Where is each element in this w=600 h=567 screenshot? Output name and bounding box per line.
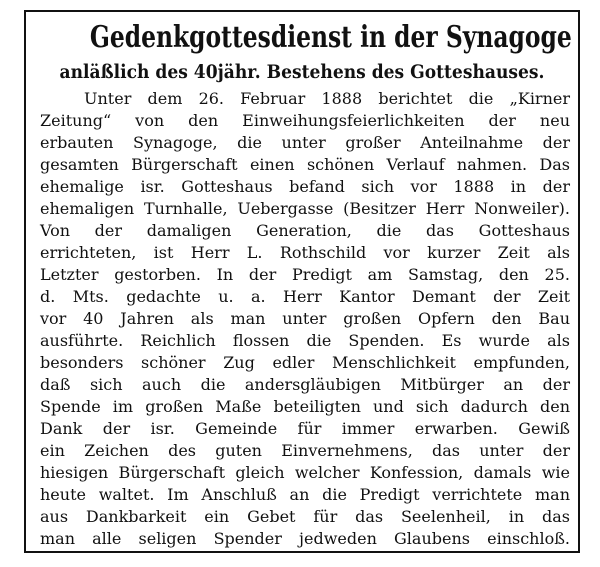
body-line: Zeitung“ von den Einweihungsfeierlichkeiten der neu: [40, 111, 570, 130]
body-line: gesamten Bürgerschaft einen schönen Verlauf nahmen. Das: [40, 155, 570, 174]
body-line: d. Mts. gedachte u. a. Herr Kantor Demant der Zeit: [40, 287, 570, 306]
body-line: Von der damaligen Generation, die das Gotteshaus: [40, 221, 570, 240]
body-line: Dank der isr. Gemeinde für immer erwarben. Gewiß: [40, 419, 570, 438]
body-line: ehemalige isr. Gotteshaus befand sich vor 1888 in der: [40, 177, 570, 196]
body-line: vor 40 Jahren als man unter großen Opfern den Bau: [40, 309, 570, 328]
body-line: daß sich auch die andersgläubigen Mitbürger an der: [40, 375, 570, 394]
subheadline: anläßlich des 40jähr. Bestehens des Gotteshauses.: [59, 61, 545, 83]
body-line: ausführte. Reichlich flossen die Spenden. Es wurde als: [40, 331, 570, 350]
headline: Gedenkgottesdienst in der Synagoge: [89, 20, 572, 55]
body-line: besonders schöner Zug edler Menschlichkeit empfunden,: [40, 353, 570, 372]
article-body: [40, 88, 570, 550]
body-line: man alle seligen Spender jedweden Glaubens einschloß.: [40, 529, 570, 548]
body-line: aus Dankbarkeit ein Gebet für das Seelenheil, in das: [40, 507, 570, 526]
body-line: heute waltet. Im Anschluß an die Predigt verrichtete man: [40, 485, 570, 504]
body-line: hiesigen Bürgerschaft gleich welcher Konfession, damals wie: [40, 463, 570, 482]
body-line: ein Zeichen des guten Einvernehmens, das unter der: [40, 441, 570, 460]
body-line: ehemaligen Turnhalle, Uebergasse (Besitzer Herr Nonweiler).: [40, 199, 570, 218]
body-line: erbauten Synagoge, die unter großer Anteilnahme der: [40, 133, 570, 152]
body-line: errichteten, ist Herr L. Rothschild vor kurzer Zeit als: [40, 243, 570, 262]
body-line: Letzter gestorben. In der Predigt am Samstag, den 25.: [40, 265, 570, 284]
body-line: Spende im großen Maße beteiligten und sich dadurch den: [40, 397, 570, 416]
body-line: Unter dem 26. Februar 1888 berichtet die „Kirner: [84, 89, 570, 108]
